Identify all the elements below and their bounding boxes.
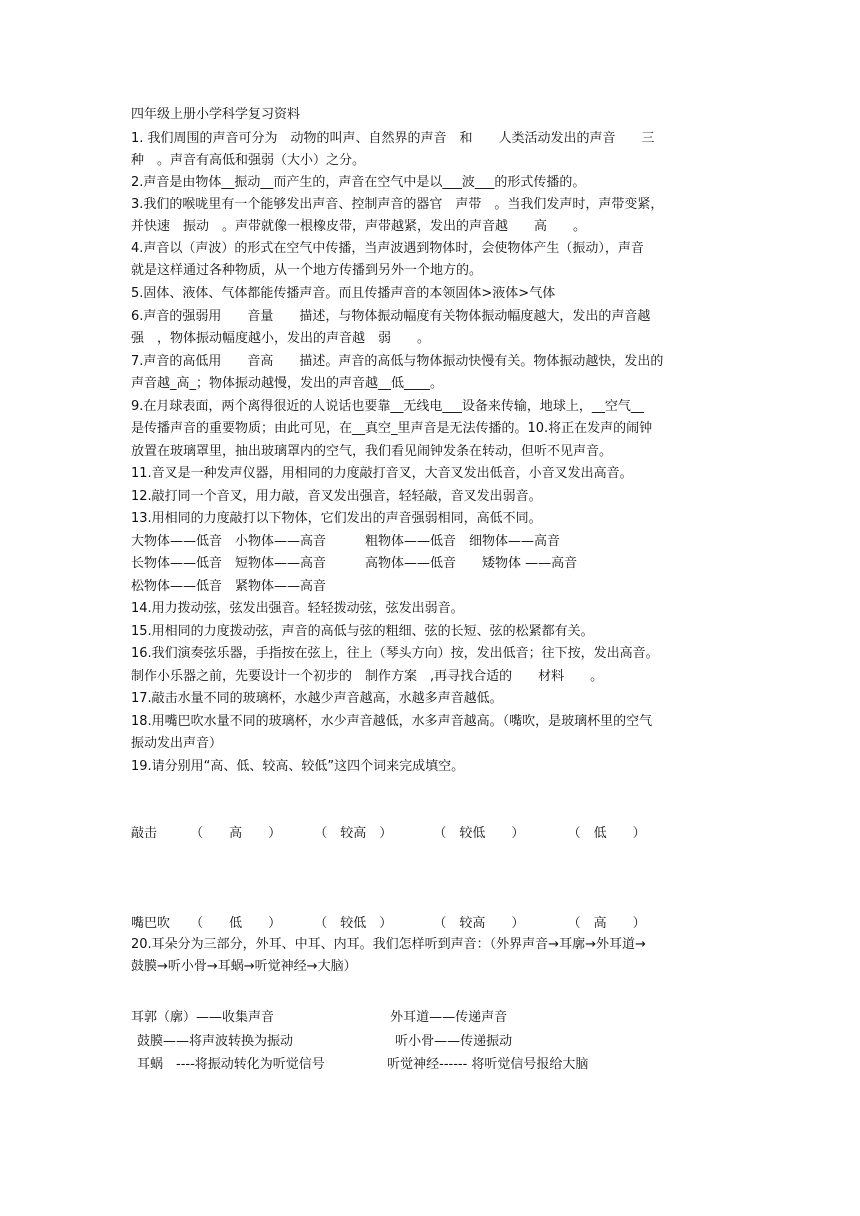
knock-answer-1: （ 高 ）	[190, 826, 282, 841]
text-line: 鼓膜→听小骨→耳蜗→听觉神经→大脑）	[131, 959, 357, 974]
text-line: 11.音叉是一种发声仪器，用相同的力度敲打音叉，大音叉发出低音，小音叉发出高音。	[131, 466, 633, 481]
text-line: 13.用相同的力度敲打以下物体，它们发出的声音强弱相同，高低不同。	[131, 511, 542, 526]
text-line: 9.在月球表面，两个离得很近的人说话也要靠__无线电___设备来传输，地球上，__空气__	[131, 399, 644, 414]
text-line: 就是这样通过各种物质，从一个地方传播到另外一个地方的。	[131, 263, 483, 278]
text-line: 松物体——低音 紧物体——高音	[131, 579, 327, 594]
text-line: 2.声音是由物体__振动__而产生的，声音在空气中是以___波___的形式传播的。	[131, 175, 586, 190]
text-line: 大物体——低音 小物体——高音 粗物体——低音 细物体——高音	[131, 534, 561, 549]
text-line: 1. 我们周围的声音可分为 动物的叫声、自然界的声音 和 人类活动发出的声音 三	[131, 131, 655, 146]
text-line: 是传播声音的重要物质；由此可见，在__真空_里声音是无法传播的。10.将正在发声的闹钟	[131, 421, 653, 436]
blow-answer-1: （ 低 ）	[190, 916, 282, 931]
text-line: 振动发出声音）	[131, 736, 223, 751]
knock-answer-2: （ 较高 ）	[314, 826, 393, 841]
text-line: 长物体——低音 短物体——高音 高物体——低音 矮物体 ——高音	[131, 556, 578, 571]
ear-part: 耳郭（廓）——收集声音	[131, 1010, 275, 1025]
knock-row	[131, 822, 668, 841]
ear-part: 耳蜗 ----将振动转化为听觉信号	[137, 1057, 325, 1072]
ear-part: 听小骨——传递振动	[395, 1034, 513, 1049]
text-line: 并快速 振动 。声带就像一根橡皮带，声带越紧，发出的声音越 高 。	[131, 219, 587, 234]
text-line: 14.用力拨动弦，弦发出强音。轻轻拨动弦，弦发出弱音。	[131, 601, 464, 616]
text-line: 6.声音的强弱用 音量 描述，与物体振动幅度有关物体振动幅度越大，发出的声音越	[131, 309, 651, 324]
text-line: 7.声音的高低用 音高 描述。声音的高低与物体振动快慢有关。物体振动越快，发出的	[131, 354, 664, 369]
blow-answer-3: （ 较高 ）	[433, 916, 525, 931]
text-line: 5.固体、液体、气体都能传播声音。而且传播声音的本领固体>液体>气体	[131, 286, 556, 301]
ear-row	[137, 1030, 512, 1049]
text-line: 12.敲打同一个音叉，用力敲，音叉发出强音，轻轻敲，音叉发出弱音。	[131, 489, 542, 504]
text-line: 20.耳朵分为三部分，外耳、中耳、内耳。我们怎样听到声音：（外界声音→耳廓→外耳道→	[131, 937, 646, 952]
text-line: 制作小乐器之前，先要设计一个初步的 制作方案 ,再寻找合适的 材料 。	[131, 669, 604, 684]
blow-answer-2: （ 较低 ）	[314, 916, 393, 931]
text-line: 强 ，物体振动幅度越小，发出的声音越 弱 。	[131, 331, 431, 346]
knock-label: 敲击	[131, 826, 158, 841]
ear-row	[131, 1006, 507, 1025]
ear-part: 外耳道——传递声音	[390, 1010, 508, 1025]
ear-row	[137, 1053, 588, 1072]
text-line: 放置在玻璃罩里，抽出玻璃罩内的空气，我们看见闹钟发条在转动，但听不见声音。	[131, 444, 613, 459]
ear-part: 鼓膜——将声波转换为振动	[137, 1034, 294, 1049]
text-line: 声音越_高_；物体振动越慢，发出的声音越__低____。	[131, 376, 444, 391]
blow-label: 嘴巴吹	[131, 916, 171, 931]
knock-answer-4: （ 低 ）	[567, 826, 646, 841]
text-line: 18.用嘴巴吹水量不同的玻璃杯，水少声音越低，水多声音越高。（嘴吹，是玻璃杯里的空气	[131, 714, 653, 729]
text-line: 16.我们演奏弦乐器，手指按在弦上，往上（琴头方向）按，发出低音；往下按，发出高音。	[131, 646, 659, 661]
document-title: 四年级上册小学科学复习资料	[131, 107, 301, 122]
text-line: 3.我们的喉咙里有一个能够发出声音、控制声音的器官 声带 。当我们发声时，声带变紧，	[131, 197, 664, 212]
blow-row	[131, 912, 668, 931]
blow-answer-4: （ 高 ）	[567, 916, 646, 931]
text-line: 19.请分别用“高、低、较高、较低”这四个词来完成填空。	[131, 759, 465, 774]
ear-part: 听觉神经------ 将听觉信号报给大脑	[387, 1057, 589, 1072]
text-line: 种 。声音有高低和强弱（大小）之分。	[131, 153, 366, 168]
text-line: 17.敲击水量不同的玻璃杯，水越少声音越高，水越多声音越低。	[131, 691, 503, 706]
text-line: 4.声音以（声波）的形式在空气中传播，当声波遇到物体时，会使物体产生（振动），声音	[131, 241, 644, 256]
text-line: 15.用相同的力度拨动弦，声音的高低与弦的粗细、弦的长短、弦的松紧都有关。	[131, 624, 594, 639]
knock-answer-3: （ 较低 ）	[433, 826, 525, 841]
